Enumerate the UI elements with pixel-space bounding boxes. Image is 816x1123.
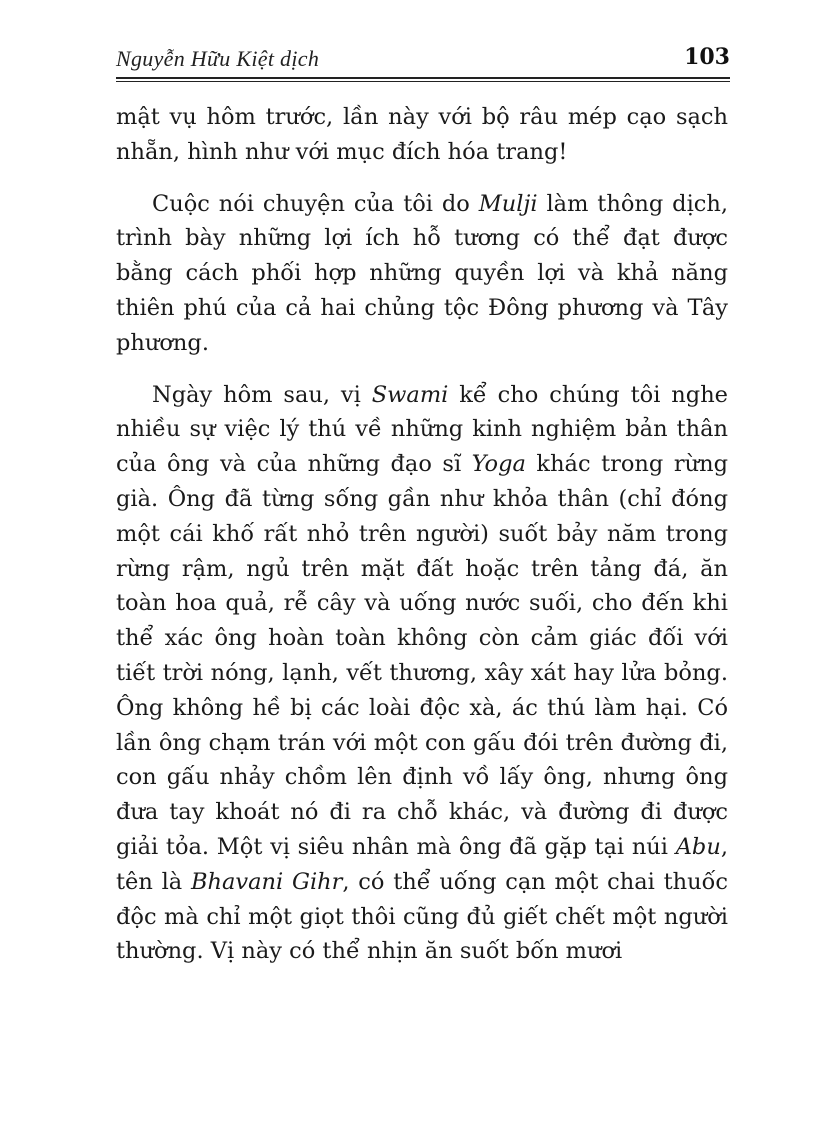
paragraph bbox=[116, 187, 728, 361]
running-header bbox=[116, 44, 730, 74]
italic-term: Bhavani Gihr bbox=[190, 868, 343, 895]
header-rule bbox=[116, 77, 730, 79]
paragraph bbox=[116, 100, 728, 170]
page-number: 103 bbox=[684, 44, 730, 70]
italic-term: Abu bbox=[675, 833, 721, 860]
body-text bbox=[116, 100, 728, 986]
text-segment: làm thông dịch, trình bày những lợi ích hỗ tương có thể đạt được bằng cách phối hợp những quyền lợi và khả năng thiên phú của cả hai chủng tộc Đông phương và Tây phương. bbox=[116, 190, 729, 356]
italic-term: Mulji bbox=[478, 190, 538, 217]
text-segment: Cuộc nói chuyện của tôi do bbox=[152, 190, 479, 217]
header-author: Nguyễn Hữu Kiệt dịch bbox=[116, 46, 320, 71]
header-rule-thin bbox=[116, 81, 730, 82]
italic-term: Swami bbox=[371, 381, 449, 408]
text-segment: khác trong rừng già. Ông đã từng sống gần như khỏa thân (chỉ đóng một cái khố rất nhỏ trên người) suốt bảy năm trong rừng rậm, ngủ trên mặt đất hoặc trên tảng đá, ăn toàn hoa quả, rễ cây và uống nước suối, cho đến khi thể xác ông hoàn toàn không còn cảm giác đối với tiết trời nóng, lạnh, vết thương, xây xát hay lửa bỏng. Ông không hề bị các loài độc xà, ác thú làm hại. Có lần ông chạm trán với một con gấu đói trên đường đi, con gấu nhảy chồm lên định vồ lấy ông, nhưng ông đưa tay khoát nó đi ra chỗ khác, và đường đi được giải tỏa. Một vị siêu nhân mà ông đã gặp tại núi bbox=[116, 451, 728, 860]
text-segment: , có thể uống cạn một chai thuốc độc mà chỉ một giọt thôi cũng đủ giết chết một người thường. Vị này có thể nhịn ăn suốt bốn mươi bbox=[116, 868, 728, 965]
text-segment: Ngày hôm sau, vị bbox=[152, 381, 372, 408]
italic-term: Yoga bbox=[471, 451, 526, 478]
text-segment: kể cho chúng tôi nghe nhiều sự việc lý thú về những kinh nghiệm bản thân của ông và của những đạo sĩ bbox=[116, 381, 728, 478]
text-segment: mật vụ hôm trước, lần này với bộ râu mép cạo sạch nhẵn, hình như với mục đích hóa trang! bbox=[116, 104, 728, 165]
text-segment: , tên là bbox=[116, 833, 728, 895]
paragraph bbox=[116, 378, 728, 970]
